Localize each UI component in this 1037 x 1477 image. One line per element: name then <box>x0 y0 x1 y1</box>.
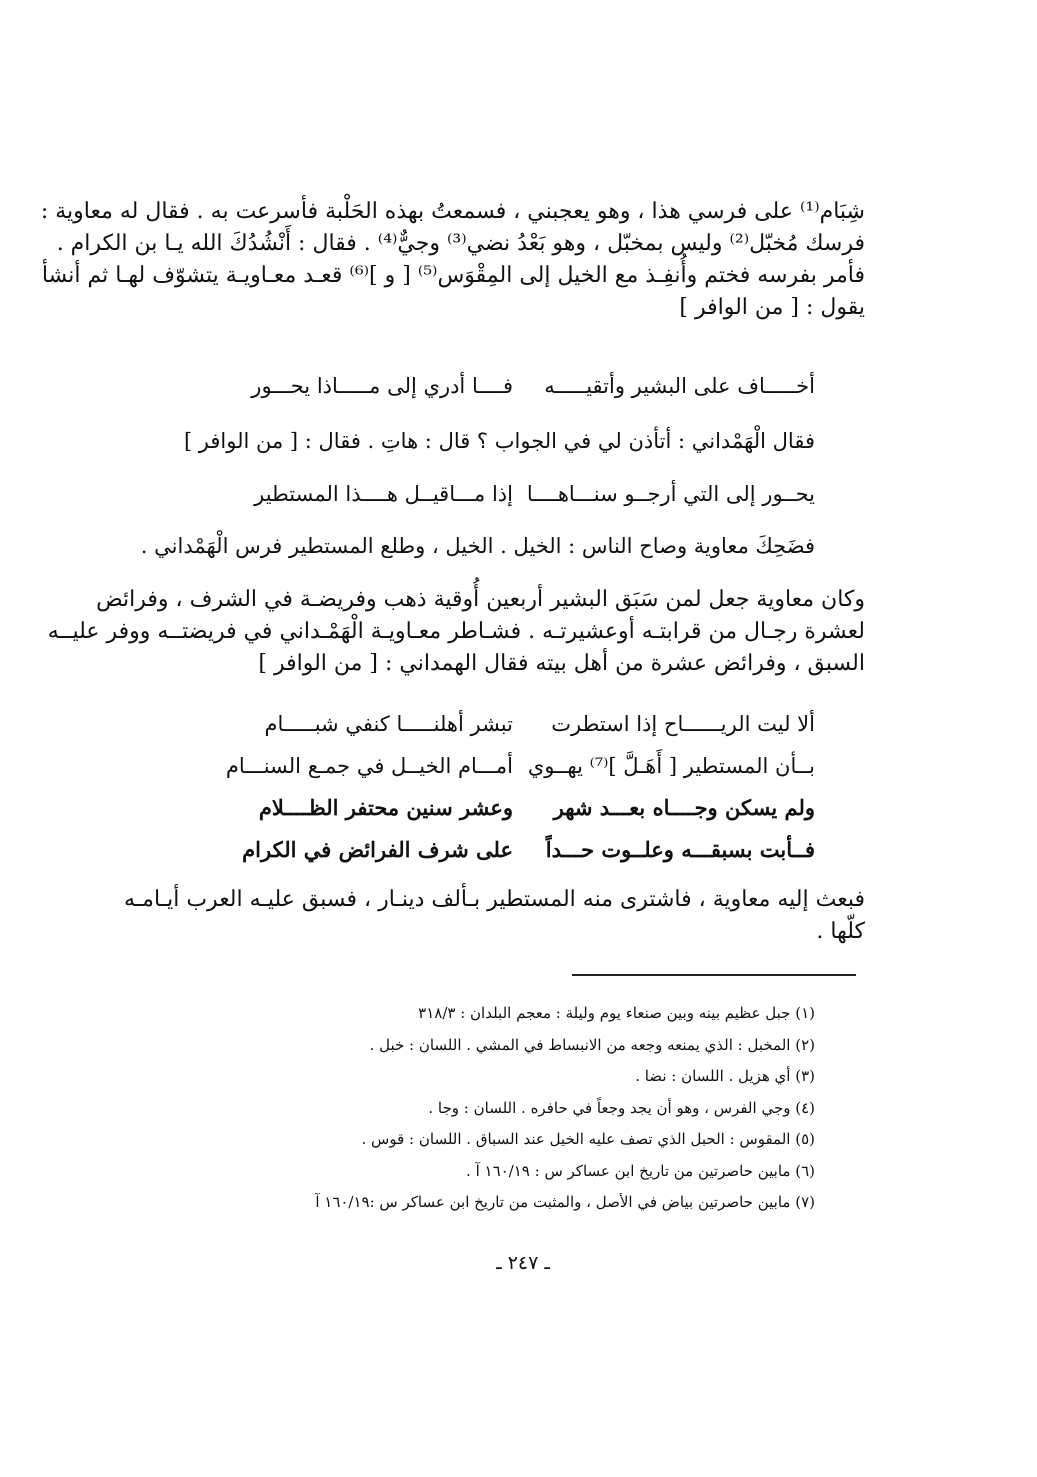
footnote-separator <box>572 974 856 976</box>
verse-first-hemistich: فــأبت بسبقـــه وعلــوت حـــداً <box>545 837 815 862</box>
verse-line <box>223 368 815 404</box>
paragraph-line: فرسك مُخبّل⁽²⁾ وليس بمخبّل ، وهو بَعْدُ نضي⁽³⁾ وجيٌّ⁽⁴⁾ . فقال : أَنْشُدُكَ الله يـا بن الكرام . <box>56 231 865 256</box>
paragraph-line: كلّها . <box>816 919 865 944</box>
paragraph-5 <box>123 884 865 948</box>
verse-first-hemistich: يحــور إلى التي أرجــو سنـــاهــــا <box>526 482 815 506</box>
paragraph-line: لعشرة رجـال من قرابتـه أوعشيرتـه . فشـاطر معـاويـة الْهَمْـداني في فريضتــه ووفر عليــه <box>47 619 865 644</box>
footnote-item: (٧) مابين حاصرتين بياض في الأصل ، والمثبت من تاريخ ابن عساكر س :١٦٠/١٩ آ <box>315 1193 815 1211</box>
verse-first-hemistich: ولم يسكن وجــــاه بعـــد شهر <box>553 795 815 820</box>
paragraph-line: فبعث إليه معاوية ، فاشترى منه المستطير بـألف دينـار ، فسبق عليـه العرب أيـامـه <box>123 887 865 912</box>
verse-second-hemistich: إذا مـــاقيــل هــــذا المستطير <box>254 482 513 506</box>
footnote-item: (٢) المخبل : الذي يمنعه وجعه من الانبساط في المشي . اللسان : خبل . <box>369 1035 815 1054</box>
page-number: ـ ٢٤٧ ـ <box>496 1252 550 1274</box>
paragraph-line: شِبَام⁽¹⁾ على فرسي هذا ، وهو يعجبني ، فسمعتُ بهذه الحَلْبة فأسرعت به . فقال له معاوية : <box>40 199 865 224</box>
verse-second-hemistich: فــــا أدري إلى مـــــاذا يحـــور <box>251 374 513 398</box>
footnote-item: (٥) المقوس : الحبل الذي تصف عليه الخيل عند السباق . اللسان : قوس . <box>361 1130 815 1148</box>
poem-line <box>223 706 815 742</box>
paragraph-3: فضَحِكَ معاوية وصاح الناس : الخيل . الخيل ، وطلع المستطير فرس الْهَمْداني . <box>140 534 815 558</box>
paragraph-line: وكان معاوية جعل لمن سَبَق البشير أربعين أُوقية ذهب وفريضـة في الشرف ، وفرائض <box>96 587 865 612</box>
footnote-item: (٦) مابين حاصرتين من تاريخ ابن عساكر س : ١٦٠/١٩ آ . <box>466 1161 815 1180</box>
paragraph-line: السبق ، وفرائض عشرة من أهل بيته فقال الهمداني : [ من الوافر ] <box>258 651 865 676</box>
footnote-item: (٣) أي هزيل . اللسان : نضا . <box>635 1067 815 1085</box>
verse-second-hemistich: تبشر أهلنـــــا كنفي شبـــــام <box>264 712 513 736</box>
footnote-item: (٤) وجي الفرس ، وهو أن يجد وجعاً في حافره . اللسان : وجا . <box>428 1098 815 1117</box>
paragraph-4 <box>47 584 865 680</box>
poem-line <box>223 748 815 784</box>
footnotes <box>195 998 815 1219</box>
paragraph-line: يقول : [ من الوافر ] <box>679 295 865 320</box>
paragraph-line: فأمر بفرسه فختم وأُنفِـذ مع الخيل إلى المِقْوَس⁽⁵⁾ [ و ]⁽⁶⁾ قعـد معـاويـة يتشوّف لهـا ثم أنشأ <box>41 263 865 288</box>
verse-first-hemistich: أخـــــاف على البشير وأتقيـــــه <box>544 374 815 398</box>
verse-second-hemistich: أمـــام الخيــل في جمـع السنـــام <box>225 754 513 778</box>
verse-second-hemistich: على شرف الفرائض في الكرام <box>242 837 513 862</box>
verse-first-hemistich: بــأن المستطير [ أَهَـلَّ ]⁽⁷⁾ يهــوي <box>527 754 815 778</box>
verse-line <box>223 476 815 512</box>
paragraph-1 <box>40 196 865 324</box>
paragraph-2: فقال الْهَمْداني : أتأذن لي في الجواب ؟ قال : هاتِ . فقال : [ من الوافر ] <box>183 429 815 453</box>
poem-line <box>223 832 815 868</box>
footnote-item: (١) جبل عظيم بينه وبين صنعاء يوم وليلة : معجم البلدان : ٣١٨/٣ <box>418 1004 815 1022</box>
poem-line <box>223 790 815 826</box>
verse-first-hemistich: ألا ليت الريــــــاح إذا استطرت <box>551 712 815 736</box>
verse-second-hemistich: وعشر سنين محتفر الظــــلام <box>258 795 513 820</box>
